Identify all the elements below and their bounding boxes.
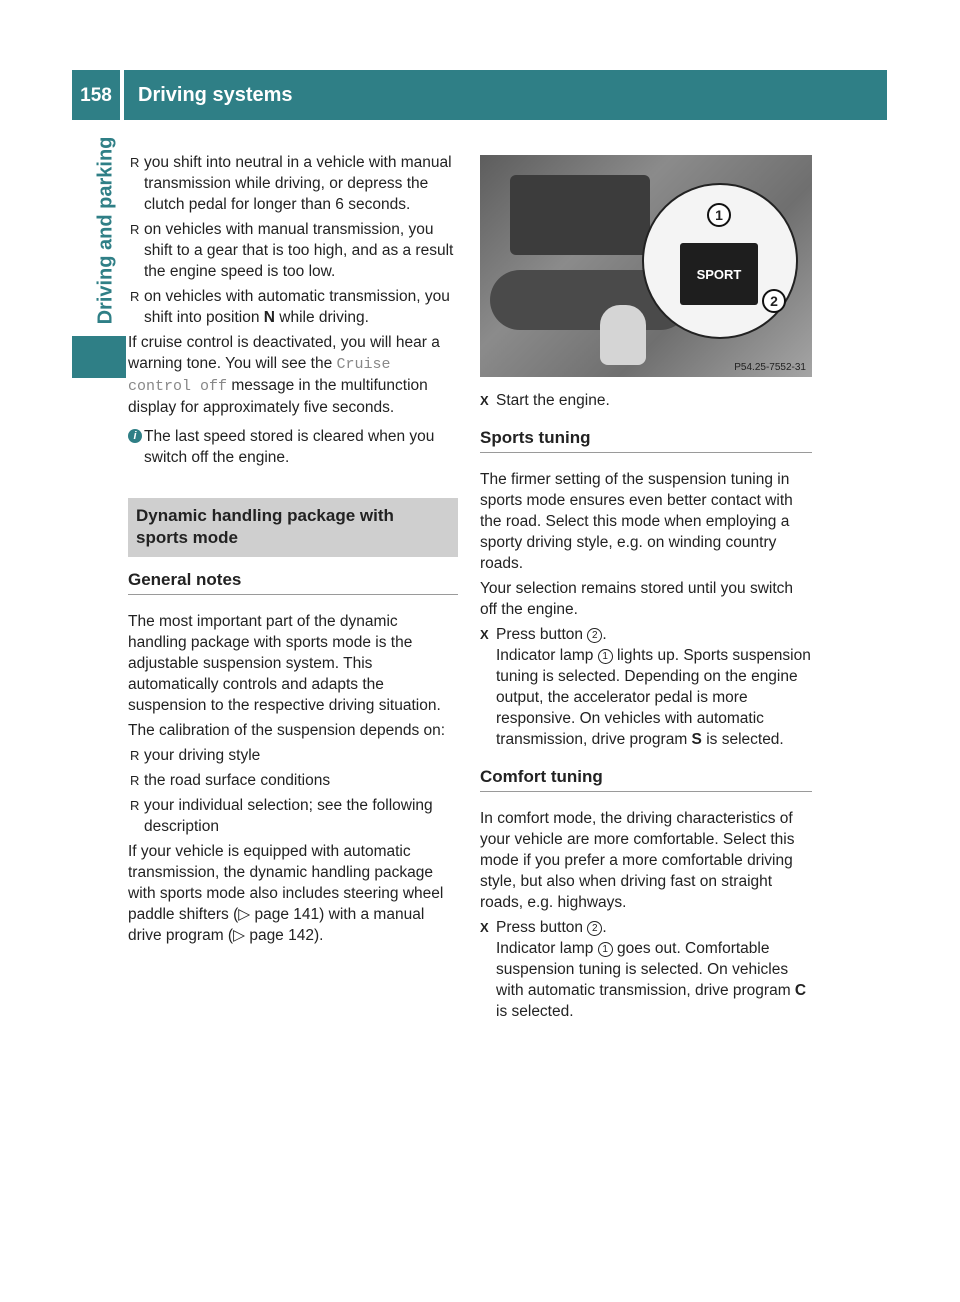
section-heading: Dynamic handling package with sports mode bbox=[128, 498, 458, 557]
list-item: R you shift into neutral in a vehicle with manual transmission while driving, or depress the clutch pedal for longer than 6 seconds. bbox=[128, 152, 458, 215]
list-item bbox=[128, 286, 458, 328]
text-run: Indicator lamp bbox=[496, 647, 598, 664]
drive-program: S bbox=[691, 731, 702, 748]
text-run: is selected. bbox=[701, 731, 784, 748]
text-run: while driving. bbox=[274, 309, 369, 326]
callout-ref: 2 bbox=[587, 628, 602, 643]
list-item: R the road surface conditions bbox=[128, 770, 458, 791]
sports-tuning-heading: Sports tuning bbox=[480, 427, 812, 453]
text-run: lights up. Sports suspension tuning is selected. Depending on the engine output, the accelerator pedal is more responsive. On vehicles with automatic transmission, drive program bbox=[496, 647, 811, 748]
text-run: If your vehicle is equipped with automatic transmission, the dynamic handling package with sports mode also includes steering wheel paddle shifters ( bbox=[128, 843, 444, 923]
comfort-tuning-heading: Comfort tuning bbox=[480, 766, 812, 792]
step-marker: X bbox=[480, 393, 489, 408]
photo-code: P54.25-7552-31 bbox=[734, 362, 806, 373]
list-item: R your individual selection; see the following description bbox=[128, 795, 458, 837]
info-icon: i bbox=[128, 429, 142, 443]
callout-ref: 1 bbox=[598, 942, 613, 957]
callout-ref: 2 bbox=[587, 921, 602, 936]
step-marker: X bbox=[480, 627, 489, 642]
text-run: on vehicles with automatic transmission, you shift into position bbox=[144, 288, 450, 326]
paragraph: The firmer setting of the suspension tuning in sports mode ensures even better contact with the road. Select this mode when employing a sporty driving style, e.g. on winding country roads. bbox=[480, 471, 793, 572]
info-text: The last speed stored is cleared when you switch off the engine. bbox=[144, 428, 435, 466]
list-item: R your driving style bbox=[128, 745, 458, 766]
text-run: . bbox=[602, 626, 607, 643]
zoom-detail bbox=[642, 183, 798, 339]
text-run: message in the multifunction display for approximately five seconds. bbox=[128, 377, 428, 416]
paragraph: The most important part of the dynamic handling package with sports mode is the adjustable suspension system. This automatically controls and adapts the suspension to the respective driving situation. bbox=[128, 613, 441, 714]
page-title: Driving systems bbox=[138, 83, 293, 106]
sport-button-photo bbox=[480, 155, 812, 377]
text-run: is selected. bbox=[496, 1003, 574, 1020]
chapter-marker-block bbox=[72, 336, 126, 378]
chapter-tab-label: Driving and parking bbox=[94, 136, 117, 324]
drive-program: C bbox=[794, 982, 807, 999]
page-header bbox=[72, 70, 887, 120]
cruise-paragraph bbox=[128, 332, 458, 418]
page-ref[interactable]: page 142). bbox=[245, 927, 324, 944]
text-run: goes out. Comfortable suspension tuning is selected. On vehicles with automatic transmission, drive program bbox=[496, 940, 795, 999]
step-item bbox=[480, 917, 812, 1022]
text-run: Press button bbox=[496, 919, 588, 936]
paragraph: Your selection remains stored until you switch off the engine. bbox=[480, 580, 794, 618]
list-item: R on vehicles with manual transmission, you shift to a gear that is too high, and as a result the engine speed is too low. bbox=[128, 219, 458, 282]
page-number: 158 bbox=[72, 70, 124, 120]
callout-1: 1 bbox=[707, 203, 731, 227]
gear-position: N bbox=[263, 309, 275, 326]
text-run: Press button bbox=[496, 626, 588, 643]
text-run: If cruise control is deactivated, you will hear a warning tone. You will see the bbox=[128, 334, 440, 372]
text-run: . bbox=[602, 919, 607, 936]
gear-selector bbox=[600, 305, 646, 365]
paragraph: The calibration of the suspension depends on: bbox=[128, 722, 446, 739]
chapter-tab bbox=[86, 126, 126, 334]
paragraph bbox=[128, 841, 458, 946]
page-ref-arrow-icon: ▷ bbox=[233, 927, 246, 944]
display-message: Cruise control off bbox=[128, 356, 391, 395]
step-item bbox=[480, 624, 812, 750]
left-column bbox=[128, 152, 458, 950]
callout-ref: 1 bbox=[598, 649, 613, 664]
page-ref-arrow-icon: ▷ bbox=[238, 906, 251, 923]
text-run: Indicator lamp bbox=[496, 940, 598, 957]
sport-button: SPORT bbox=[680, 243, 758, 305]
step-text: Start the engine. bbox=[496, 392, 610, 409]
info-note bbox=[128, 426, 458, 468]
page-ref[interactable]: page 141) with a manual drive program ( bbox=[128, 906, 425, 944]
step-marker: X bbox=[480, 920, 489, 935]
callout-2: 2 bbox=[762, 289, 786, 313]
console-panel bbox=[510, 175, 650, 255]
step-item bbox=[480, 390, 812, 411]
paragraph: In comfort mode, the driving characteristics of your vehicle are more comfortable. Select this mode if you prefer a more comfortable driving style, but also when driving fast on straight roads, e.g. highways. bbox=[480, 810, 795, 911]
general-notes-heading: General notes bbox=[128, 569, 458, 595]
right-column bbox=[480, 390, 812, 1026]
